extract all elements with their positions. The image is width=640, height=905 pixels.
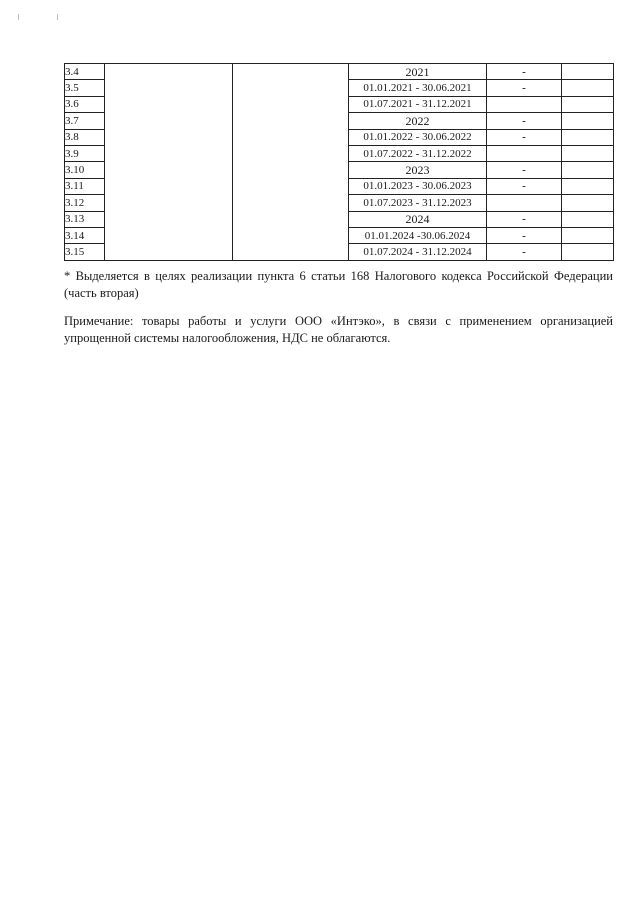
period-cell: 01.01.2023 - 30.06.2023 (349, 178, 487, 194)
row-number: 3.8 (65, 129, 105, 145)
value-cell: - (487, 113, 562, 129)
period-cell: 01.07.2024 - 31.12.2024 (349, 244, 487, 260)
value-cell: - (487, 227, 562, 243)
empty-cell (562, 162, 614, 178)
value-cell: - (487, 64, 562, 80)
value-cell (487, 96, 562, 112)
note: Примечание: товары работы и услуги ООО «Интэко», в связи с применением организацией упрощенной системы налогообложения, НДС не облагаются. (64, 314, 613, 345)
row-number: 3.11 (65, 178, 105, 194)
value-cell: - (487, 211, 562, 227)
empty-cell (562, 113, 614, 129)
empty-cell (562, 244, 614, 260)
row-number: 3.6 (65, 96, 105, 112)
value-cell: - (487, 162, 562, 178)
period-cell: 01.07.2022 - 31.12.2022 (349, 145, 487, 161)
period-cell: 01.07.2021 - 31.12.2021 (349, 96, 487, 112)
row-number: 3.12 (65, 195, 105, 211)
empty-cell (562, 145, 614, 161)
year-cell: 2023 (349, 162, 487, 178)
empty-cell (562, 211, 614, 227)
value-cell (487, 195, 562, 211)
year-cell: 2021 (349, 64, 487, 80)
row-number: 3.13 (65, 211, 105, 227)
empty-cell (562, 195, 614, 211)
table-row (65, 64, 614, 80)
empty-cell (562, 227, 614, 243)
value-cell: - (487, 244, 562, 260)
value-cell: - (487, 80, 562, 96)
period-cell: 01.01.2021 - 30.06.2021 (349, 80, 487, 96)
row-number: 3.7 (65, 113, 105, 129)
scan-artifact (57, 14, 58, 20)
row-number: 3.10 (65, 162, 105, 178)
empty-cell (562, 129, 614, 145)
empty-cell (562, 178, 614, 194)
tariff-table (64, 63, 614, 261)
tariff-table-body (65, 64, 614, 261)
row-number: 3.9 (65, 145, 105, 161)
value-cell (487, 145, 562, 161)
value-cell: - (487, 129, 562, 145)
year-cell: 2022 (349, 113, 487, 129)
period-cell: 01.07.2023 - 31.12.2023 (349, 195, 487, 211)
row-number: 3.14 (65, 227, 105, 243)
merged-empty-cell (233, 64, 349, 261)
period-cell: 01.01.2024 -30.06.2024 (349, 227, 487, 243)
period-cell: 01.01.2022 - 30.06.2022 (349, 129, 487, 145)
value-cell: - (487, 178, 562, 194)
merged-empty-cell (105, 64, 233, 261)
empty-cell (562, 80, 614, 96)
footnote: * Выделяется в целях реализации пункта 6 статьи 168 Налогового кодекса Российской Федерации (часть вторая) (64, 269, 613, 300)
scan-artifact (18, 14, 19, 20)
empty-cell (562, 96, 614, 112)
row-number: 3.5 (65, 80, 105, 96)
year-cell: 2024 (349, 211, 487, 227)
row-number: 3.15 (65, 244, 105, 260)
empty-cell (562, 64, 614, 80)
row-number: 3.4 (65, 64, 105, 80)
